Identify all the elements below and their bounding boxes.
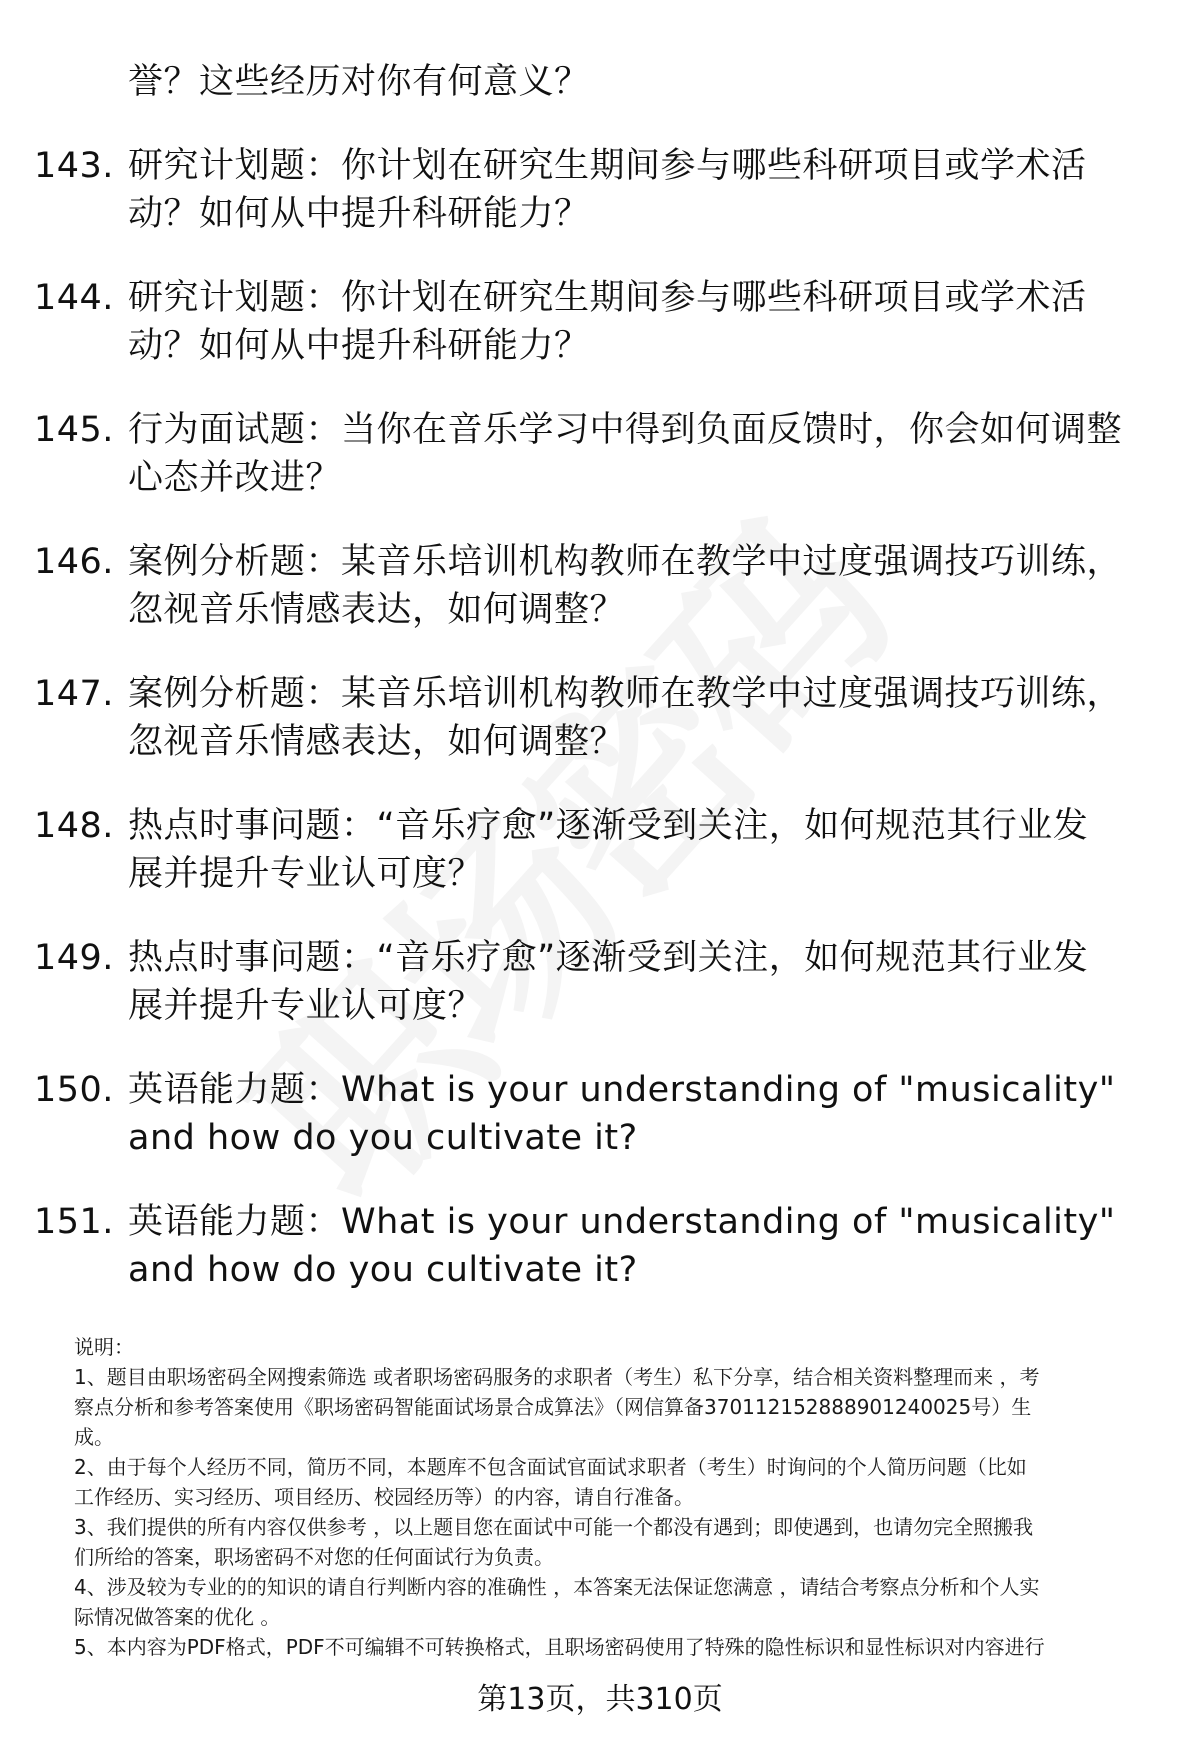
notes-line: 成。 — [74, 1425, 114, 1449]
question-line: 英语能力题：What is your understanding of "musicality" — [128, 1070, 1116, 1110]
question-text — [128, 406, 1148, 502]
question-continuation: 誉？这些经历对你有何意义？ — [128, 62, 590, 102]
question-text — [128, 1066, 1148, 1162]
notes-line: 们所给的答案，职场密码不对您的任何面试行为负责。 — [74, 1545, 554, 1569]
question-line: 案例分析题：某音乐培训机构教师在教学中过度强调技巧训练， — [128, 542, 1123, 582]
question-number: 148. — [34, 806, 114, 846]
question-line: 英语能力题：What is your understanding of "musicality" — [128, 1202, 1116, 1242]
question-number: 144. — [34, 278, 114, 318]
question-line: 研究计划题：你计划在研究生期间参与哪些科研项目或学术活 — [128, 278, 1087, 318]
notes-line: 2、由于每个人经历不同，简历不同，本题库不包含面试官面试求职者（考生）时询问的个人简历问题（比如 — [74, 1455, 1027, 1479]
question-text — [128, 670, 1148, 766]
question-number: 143. — [34, 146, 114, 186]
notes-line: 察点分析和参考答案使用《职场密码智能面试场景合成算法》（网信算备370112152888901240025号）生 — [74, 1395, 1032, 1419]
question-line: 展并提升专业认可度？ — [128, 854, 484, 894]
question-number: 147. — [34, 674, 114, 714]
question-line: 研究计划题：你计划在研究生期间参与哪些科研项目或学术活 — [128, 146, 1087, 186]
question-text — [128, 538, 1148, 634]
question-number: 149. — [34, 938, 114, 978]
question-text — [128, 142, 1148, 238]
question-text — [128, 1198, 1148, 1294]
notes-line: 工作经历、实习经历、项目经历、校园经历等）的内容，请自行准备。 — [74, 1485, 694, 1509]
page-number-footer: 第13页，共310页 — [477, 1682, 723, 1717]
question-list — [0, 142, 1200, 1330]
question-item — [0, 538, 1200, 670]
question-line: 热点时事问题：“音乐疗愈”逐渐受到关注，如何规范其行业发 — [128, 806, 1089, 846]
question-item — [0, 802, 1200, 934]
question-number: 146. — [34, 542, 114, 582]
question-item — [0, 670, 1200, 802]
notes-heading: 说明： — [74, 1335, 134, 1359]
question-item — [0, 406, 1200, 538]
question-number: 150. — [34, 1070, 114, 1110]
question-line: 展并提升专业认可度？ — [128, 986, 484, 1026]
notes-section — [74, 1332, 1164, 1662]
question-line: 热点时事问题：“音乐疗愈”逐渐受到关注，如何规范其行业发 — [128, 938, 1089, 978]
notes-line: 3、我们提供的所有内容仅供参考 ，以上题目您在面试中可能一个都没有遇到；即使遇到，也请勿完全照搬我 — [74, 1515, 1034, 1539]
question-line: and how do you cultivate it? — [128, 1118, 638, 1158]
question-line: 忽视音乐情感表达，如何调整？ — [128, 722, 626, 762]
question-line: and how do you cultivate it? — [128, 1250, 638, 1290]
question-line: 动？如何从中提升科研能力？ — [128, 326, 590, 366]
question-number: 151. — [34, 1202, 114, 1242]
question-line: 案例分析题：某音乐培训机构教师在教学中过度强调技巧训练， — [128, 674, 1123, 714]
notes-line: 4、涉及较为专业的的知识的请自行判断内容的准确性 ，本答案无法保证您满意 ，请结合考察点分析和个人实 — [74, 1575, 1040, 1599]
notes-line: 际情况做答案的优化 。 — [74, 1605, 281, 1629]
question-item — [0, 274, 1200, 406]
question-item — [0, 1066, 1200, 1198]
question-text — [128, 274, 1148, 370]
question-line: 动？如何从中提升科研能力？ — [128, 194, 590, 234]
question-number: 145. — [34, 410, 114, 450]
question-item — [0, 142, 1200, 274]
question-text — [128, 802, 1148, 898]
question-line: 心态并改进？ — [128, 458, 342, 498]
question-line: 行为面试题：当你在音乐学习中得到负面反馈时，你会如何调整 — [128, 410, 1123, 450]
question-line: 忽视音乐情感表达，如何调整？ — [128, 590, 626, 630]
question-text — [128, 934, 1148, 1030]
notes-line: 5、本内容为PDF格式，PDF不可编辑不可转换格式，且职场密码使用了特殊的隐性标识和显性标识对内容进行 — [74, 1635, 1045, 1659]
question-item — [0, 1198, 1200, 1330]
notes-line: 1、题目由职场密码全网搜索筛选 或者职场密码服务的求职者（考生）私下分享，结合相关资料整理而来 ，考 — [74, 1365, 1040, 1389]
question-item — [0, 934, 1200, 1066]
